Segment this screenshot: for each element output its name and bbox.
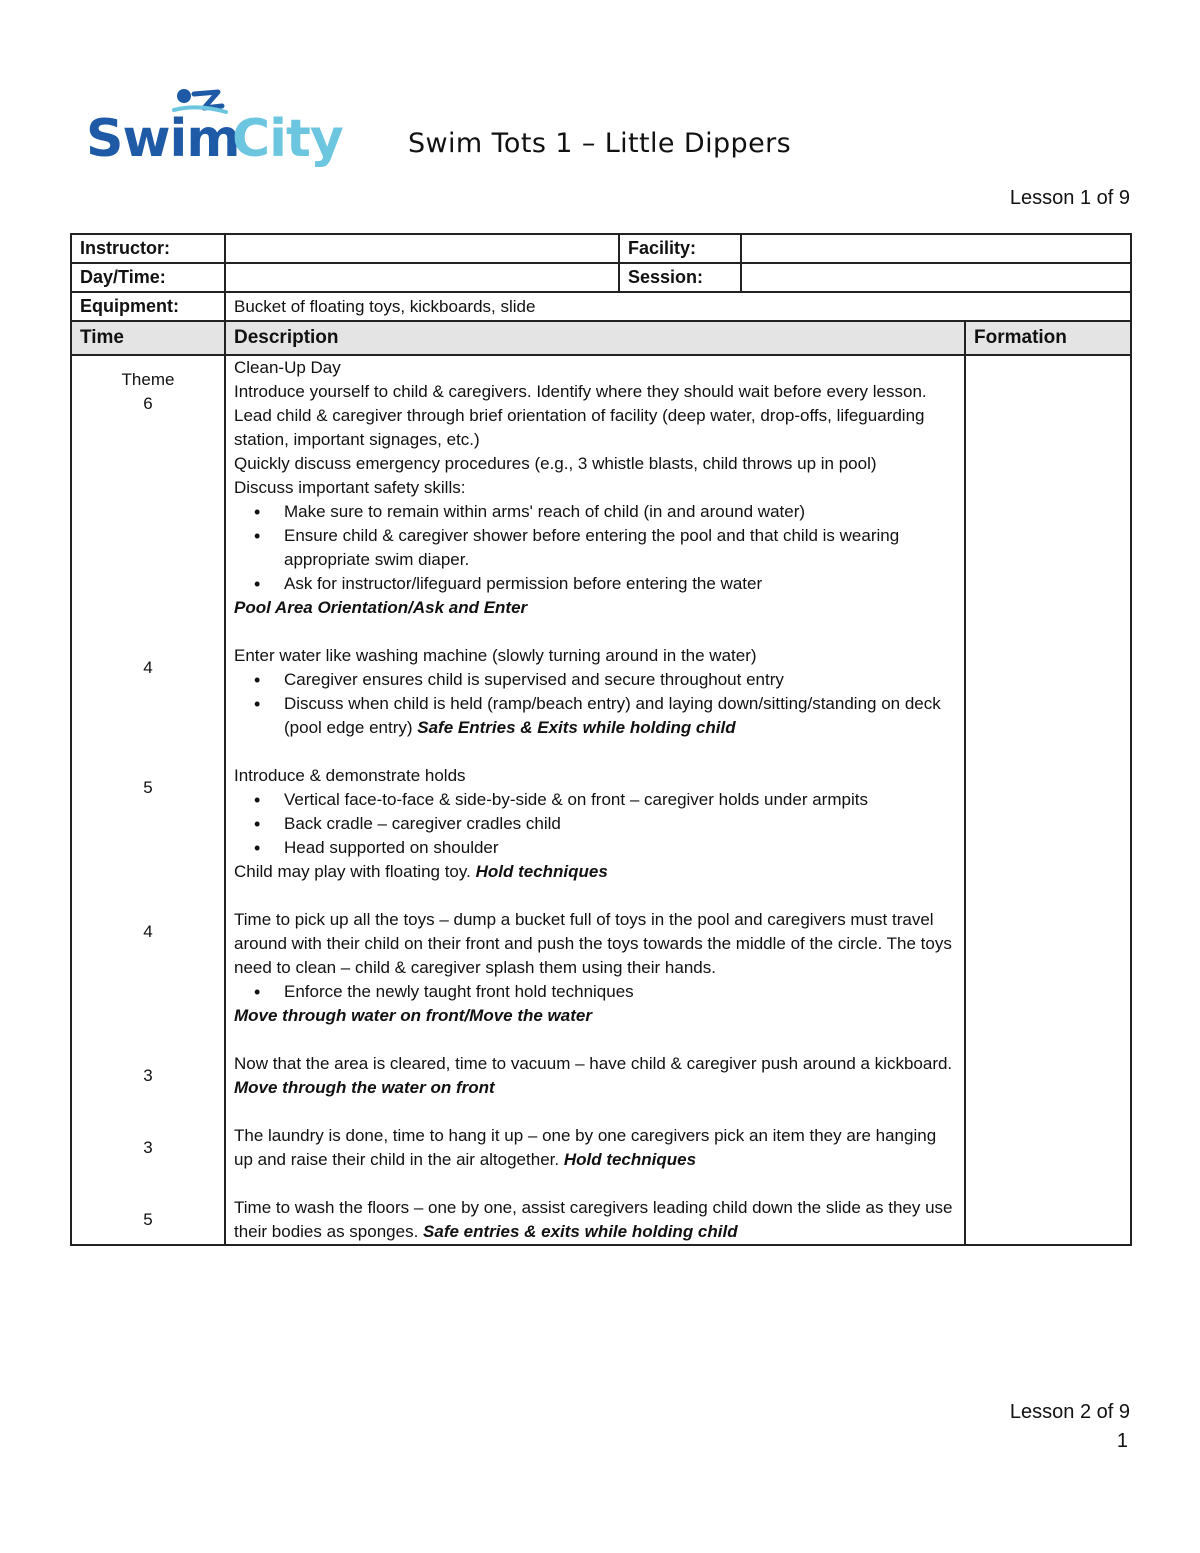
facility-label: Facility: (619, 234, 741, 263)
page-title: Swim Tots 1 – Little Dippers (408, 128, 792, 159)
lesson-plan-table (70, 233, 1132, 1246)
bullet-item: • Head supported on shoulder (284, 836, 956, 860)
bullet-item: • Vertical face-to-face & side-by-side & on front – caregiver holds under armpits (284, 788, 956, 812)
daytime-value (225, 263, 619, 292)
lesson-indicator-bottom: Lesson 2 of 9 (1009, 1401, 1130, 1423)
bullet-list (234, 980, 956, 1004)
time-spacer (80, 800, 216, 920)
after-text: Child may play with floating toy. (234, 862, 471, 881)
bullet-list (234, 668, 956, 740)
time-value: 5 (143, 1210, 153, 1229)
activity-text: Now that the area is cleared, time to vacuum – have child & caregiver push around a kickboard. (234, 1054, 953, 1073)
time-value: 5 (143, 778, 153, 797)
bullet-item: • Make sure to remain within arms' reach of child (in and around water) (284, 500, 956, 524)
equipment-row (71, 292, 1131, 321)
block-gap (234, 1172, 956, 1196)
block-gap (234, 1028, 956, 1052)
swimcity-logo (86, 86, 356, 176)
description-text: Introduce & demonstrate holds (234, 766, 466, 785)
instructor-label: Instructor: (71, 234, 225, 263)
bullet-list (234, 500, 956, 596)
time-value: 3 (143, 1066, 153, 1085)
bullet-item: • Ask for instructor/lifeguard permission before entering the water (284, 572, 956, 596)
description-text (234, 860, 956, 884)
column-header-row (71, 321, 1131, 355)
skill-label: Safe Entries & Exits while holding child (417, 718, 736, 737)
time-spacer (80, 1088, 216, 1136)
skill-label: Safe entries & exits while holding child (423, 1222, 738, 1241)
description-text: Quickly discuss emergency procedures (e.g., 3 whistle blasts, child throws up in pool) (234, 454, 877, 473)
time-value: 3 (143, 1138, 153, 1157)
bullet-list (234, 788, 956, 860)
bullet-item: • Caregiver ensures child is supervised and secure throughout entry (284, 668, 956, 692)
activity-text: The laundry is done, time to hang it up – one by one caregivers pick an item they are hanging up and raise their child in the air altogether. (234, 1126, 937, 1169)
bullet-text: Discuss when child is held (ramp/beach entry) and laying down/sitting/standing on deck (pool edge entry) (284, 694, 941, 737)
bullet-item: • Enforce the newly taught front hold techniques (284, 980, 956, 1004)
description-text: Introduce yourself to child & caregivers. Identify where they should wait before every lesson. Lead child & caregiver through brief orientation of facility (deep water, drop-offs, lifeguarding station, important signages, etc.) (234, 382, 927, 449)
instructor-value (225, 234, 619, 263)
time-cell (71, 355, 225, 1245)
description-text: Enter water like washing machine (slowly turning around in the water) (234, 646, 757, 665)
description-text (234, 1124, 956, 1172)
block-gap (234, 1100, 956, 1124)
theme-title: Clean-Up Day (234, 358, 341, 377)
skill-label: Hold techniques (475, 862, 608, 881)
time-spacer (80, 1160, 216, 1208)
daytime-row (71, 263, 1131, 292)
equipment-value: Bucket of floating toys, kickboards, slide (225, 292, 1131, 321)
description-text (234, 1052, 956, 1100)
time-spacer (80, 680, 216, 776)
lesson-body-row (71, 355, 1131, 1245)
description-text: Discuss important safety skills: (234, 478, 466, 497)
svg-text:City: City (232, 109, 343, 169)
facility-value (741, 234, 1131, 263)
time-value: 4 (143, 658, 153, 677)
block-gap (234, 740, 956, 764)
skill-label: Move through the water on front (234, 1078, 495, 1097)
svg-text:Swim: Swim (86, 109, 240, 169)
time-value: 6 (143, 394, 153, 413)
page-number: 1 (1116, 1430, 1128, 1452)
formation-column-header: Formation (965, 321, 1131, 355)
skill-label: Hold techniques (563, 1150, 697, 1169)
activity-text: Time to wash the floors – one by one, assist caregivers leading child down the slide as they use their bodies as sponges. (234, 1198, 953, 1241)
description-text: Time to pick up all the toys – dump a bucket full of toys in the pool and caregivers must travel around with their child on their front and push the toys towards the middle of the circle. The toys need to clean – child & caregiver splash them using their hands. (234, 910, 952, 977)
bullet-item: • Ensure child & caregiver shower before entering the pool and that child is wearing appropriate swim diaper. (284, 524, 956, 572)
bullet-item (284, 692, 956, 740)
skill-label: Move through water on front/Move the water (234, 1006, 592, 1025)
lesson-indicator-top: Lesson 1 of 9 (1009, 187, 1130, 209)
instructor-row (71, 234, 1131, 263)
skill-label: Pool Area Orientation/Ask and Enter (234, 598, 528, 617)
block-gap (234, 620, 956, 644)
description-column-header: Description (225, 321, 965, 355)
formation-cell (965, 355, 1131, 1245)
bullet-item: • Back cradle – caregiver cradles child (284, 812, 956, 836)
time-spacer (80, 944, 216, 1064)
swimcity-logo-graphic (86, 86, 356, 176)
session-value (741, 263, 1131, 292)
time-value: 4 (143, 922, 153, 941)
daytime-label: Day/Time: (71, 263, 225, 292)
block-gap (234, 884, 956, 908)
time-theme-label: Theme (121, 370, 175, 389)
time-column-header: Time (71, 321, 225, 355)
session-label: Session: (619, 263, 741, 292)
time-spacer (80, 416, 216, 656)
description-text (234, 1196, 956, 1244)
description-cell (225, 355, 965, 1245)
equipment-label: Equipment: (71, 292, 225, 321)
